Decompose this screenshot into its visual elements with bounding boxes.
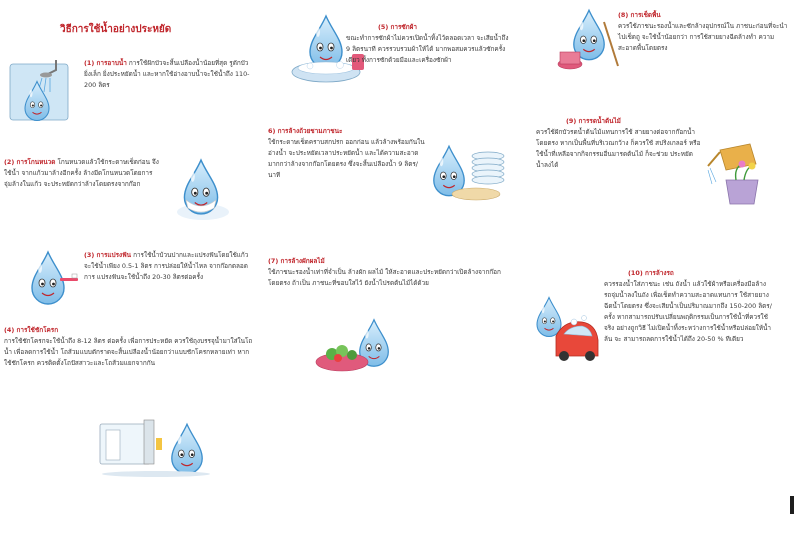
- toothbrush-drop-illustration: [22, 248, 82, 310]
- tip-heading: (4) การใช้ชักโครก: [4, 326, 59, 334]
- tip-washing-clothes: [268, 22, 510, 66]
- tip-body: การใช้ฝักบัวจะสิ้นเปลืองน้ำน้อยที่สุด รูดักบัว ยิ่งเล็ก ยิ่งประหยัดน้ำ และหากใช้อ่างอาบน้ำจะใช้น้ำถึง 110-200 ลิตร: [84, 59, 250, 89]
- tip-heading: (10) การล้างรถ: [628, 269, 674, 277]
- tip-body: การใช้น้ำบ้วนปากและแปรงฟันโดยใช้แก้ว จะใช้น้ำเพียง 0.5-1 ลิตร การปล่อยให้น้ำไหล จากก๊อกตลอดการ แปรงฟันจะใช้น้ำถึง 20-30 ลิตรต่อครั้ง: [84, 251, 249, 281]
- tip-watering-plants: [536, 116, 702, 171]
- tip-heading: (9) การรดน้ำต้นไม้: [566, 117, 621, 125]
- watering-can-illustration: [706, 132, 786, 208]
- tip-body: ใช้กระดาษเช็ดคราบสกปรก ออกก่อน แล้วล้างพร้อมกันในอ่างน้ำ จะประหยัดเวลาประหยัดน้ำ และได้ความสะอาดมากกว่าล้างจากก๊อกโดยตรง ซึ่งจะสิ้นเปลืองน้ำ 9 ลิตร/นาที: [268, 138, 425, 179]
- edge-mark: [790, 496, 794, 514]
- tip-body: ควรรองน้ำใส่ภาชนะ เช่น ถังน้ำ แล้วใช้ผ้าหรือเครื่องมือล้างรถจุ่มน้ำลงในถัง เพื่อเช็ดทำความสะอาดแทนการ ใช้สายยางฉีดน้ำโดยตรง ซึ่งจะเสียน้ำเป็นปริมาณมากถึง 150-200 ลิตร/ครั้ง หากสามารถปรับเปลี่ยนพฤติกรรมเป็นการใช้น้ำที่ควรใช้จริง อย่างถูกวิธี ไม่เปิดน้ำทิ้งระหว่างการใช้น้ำหรือปล่อยให้น้ำล้น จะ สามารถลดการใช้น้ำได้ถึง 20-50 % ทีเดียว: [604, 280, 772, 343]
- tip-washing-vegetables: [268, 256, 512, 289]
- page-title: วิธีการใช้น้ำอย่างประหยัด: [60, 24, 172, 35]
- tip-heading: (8) การเช็ดพื้น: [618, 11, 661, 19]
- tip-brushing-teeth: [84, 250, 254, 283]
- tip-heading: (1) การอาบน้ำ: [84, 59, 127, 67]
- tip-body: ใช้ภาชนะรองน้ำเท่าที่จำเป็น ล้างผัก ผลไม้ ให้สะอาดและประหยัดกว่าเปิดล้างจากก๊อกโดยตรง ถ้าเป็น ภาชนะที่ขอบใสไว้ ยังน้ำไปรดต้นไม้ได้ด้วย: [268, 268, 501, 287]
- shaving-drop-illustration: [168, 152, 238, 224]
- tip-mopping-floor: [618, 10, 790, 54]
- shower-illustration: [8, 56, 78, 126]
- tip-shower: [84, 58, 252, 91]
- tip-heading: (2) การโกนหนวด: [4, 158, 56, 166]
- tip-body: การใช้ชักโครกจะใช้น้ำถึง 8-12 ลิตร ต่อครั้ง เพื่อการประหยัด ควรใช้ถุงบรรจุน้ำมาใส่ในโถน้ำ เพื่อลดการใช้น้ำ โถส้วมแบบตักราดจะสิ้นเปลืองน้ำน้อยกว่าแบบชักโครกหลายเท่า หากใช้ชักโครก ควรติดตั้งโถปัสสาวะและโถส้วมแยกจากกัน: [4, 337, 253, 367]
- tip-heading: (5) การซักผ้า: [378, 23, 417, 31]
- tip-toilet: [4, 325, 254, 369]
- tip-body: ควรใช้ภาชนะรองน้ำและซักล้างอุปกรณ์ใน ภาชนะก่อนที่จะนำไปเช็ดถู จะใช้น้ำน้อยกว่า การใช้สายยางฉีดล้างทำ ความสะอาดพื้นโดยตรง: [618, 22, 788, 52]
- vegetables-drop-illustration: [312, 318, 402, 376]
- tip-body: ควรใช้ฝักบัวรดน้ำต้นไม้แทนการใช้ สายยางต่อจากก๊อกน้ำโดยตรง หากเป็นพื้นที่บริเวณกว้าง ก็ควรใช้ สปริงเกลอร์ หรือใช้น้ำที่เหลือจากกิจกรรมอื่นมารดต้นไม้ ก็จะช่วย ประหยัดน้ำลงได้: [536, 128, 701, 169]
- tip-body: ขณะทำการซักผ้าไม่ควรเปิดน้ำทิ้งไว้ตลอดเวลา จะเสียน้ำถึง 9 ลิตรนาที ควรรวบรวมผ้าให้ได้ มากพอสมควรแล้วซักครั้งเดียว ทั้งการซักด้วยมือและเครื่องซักผ้า: [346, 34, 509, 64]
- tip-washing-dishes: [268, 126, 426, 181]
- tip-heading: (7) การล้างผักผลไม้: [268, 257, 325, 265]
- dishes-drop-illustration: [428, 142, 514, 204]
- mopping-drop-illustration: [554, 8, 624, 72]
- tip-body: โกนหนวดแล้วใช้กระดาษเช็ดก่อน จึงใช้น้ำ จากแก้วมาล้างอีกครั้ง ล้างมีดโกนหนวดโดยการ จุ่มล้างในแก้ว จะประหยัดกว่าล้างโดยตรงจากก๊อก: [4, 158, 159, 188]
- tip-heading: 6) การล้างถ้วยชามภาชนะ: [268, 127, 343, 135]
- tip-heading: (3) การแปรงฟัน: [84, 251, 132, 259]
- car-wash-illustration: [534, 296, 602, 368]
- tip-car-wash: [604, 268, 772, 345]
- tip-shaving: [4, 157, 162, 190]
- toilet-drop-illustration: [96, 416, 216, 480]
